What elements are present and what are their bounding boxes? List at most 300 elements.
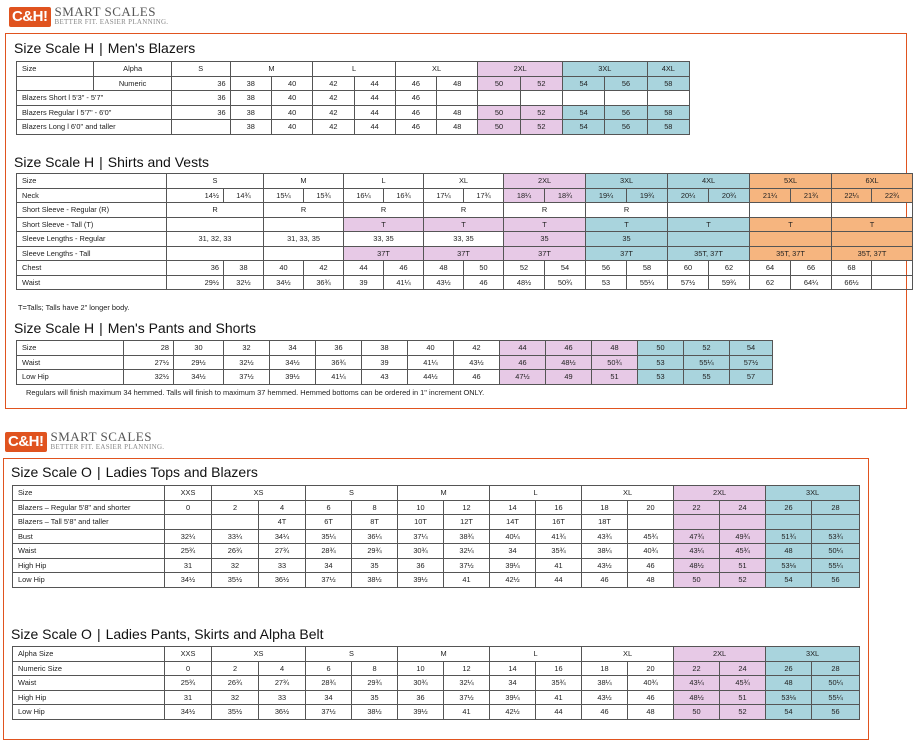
table-cell: 4XL xyxy=(647,62,689,77)
mens-shirts-table xyxy=(16,173,913,290)
empty-cell xyxy=(628,515,674,530)
table-cell: 26¾ xyxy=(212,544,259,559)
table-cell: 56 xyxy=(586,261,627,276)
table-cell: 36½ xyxy=(259,573,306,588)
logo-name: SMART SCALES xyxy=(50,429,152,444)
ladies-tops-table xyxy=(12,485,860,588)
mens-blazers-table xyxy=(16,61,690,135)
table-cell: 38½ xyxy=(352,573,398,588)
empty-cell xyxy=(832,203,913,218)
table-cell: 56 xyxy=(812,573,860,588)
table-cell: 49¾ xyxy=(720,529,766,544)
table-cell: Chest xyxy=(17,261,167,276)
table-cell: 35½ xyxy=(212,573,259,588)
table-row xyxy=(13,661,860,676)
table-cell: 3XL xyxy=(766,486,860,501)
table-cell: 54 xyxy=(545,261,586,276)
table-cell: 35T, 37T xyxy=(750,246,832,261)
table-cell: 39¼ xyxy=(490,558,536,573)
table-cell: 43½ xyxy=(424,275,464,290)
table-cell: 56 xyxy=(812,705,860,720)
empty-cell xyxy=(750,232,832,247)
table-row xyxy=(17,232,913,247)
table-cell: 5XL xyxy=(750,174,832,189)
table-cell: High Hip xyxy=(13,558,165,573)
table-cell: 52 xyxy=(684,341,730,356)
table-cell: 37½ xyxy=(224,370,270,385)
table-cell: 20 xyxy=(628,661,674,676)
table-cell: 33 xyxy=(259,558,306,573)
table-cell: 53⅛ xyxy=(766,558,812,573)
empty-cell xyxy=(167,217,264,232)
table-cell: L xyxy=(490,647,582,662)
table-cell: 45¾ xyxy=(628,529,674,544)
table-cell: 33, 35 xyxy=(344,232,424,247)
table-cell: 44 xyxy=(354,76,395,91)
table-cell: 50¾ xyxy=(592,355,638,370)
table-cell: 43½ xyxy=(582,558,628,573)
table-cell: 6 xyxy=(306,500,352,515)
table-cell: Blazers Regular l 5'7" - 6'0" xyxy=(17,105,172,120)
table-cell: 57 xyxy=(730,370,773,385)
table-cell: 44 xyxy=(536,705,582,720)
table-cell: 16 xyxy=(536,500,582,515)
table-cell: 53 xyxy=(586,275,627,290)
table-cell: 35¾ xyxy=(536,544,582,559)
table-cell: 26 xyxy=(766,500,812,515)
table-cell: 46 xyxy=(546,341,592,356)
pants-note: Regulars will finish maximum 34 hemmed. Talls will finish to maximum 37 hemmed. Hemmed bottoms can be ordered in 1" increment ONLY. xyxy=(26,388,485,397)
empty-cell xyxy=(750,203,832,218)
table-cell: 41 xyxy=(536,558,582,573)
table-cell: 35 xyxy=(586,232,668,247)
table-cell: 40¾ xyxy=(628,676,674,691)
table-cell: R xyxy=(424,203,504,218)
table-cell: XL xyxy=(424,174,504,189)
table-cell: Numeric xyxy=(94,76,171,91)
table-cell: 14¾ xyxy=(224,188,264,203)
empty-cell xyxy=(668,232,750,247)
table-cell: 58 xyxy=(647,120,689,135)
table-cell: 37T xyxy=(586,246,668,261)
table-cell: 55¼ xyxy=(627,275,668,290)
table-cell: 37½ xyxy=(306,573,352,588)
table-cell: 57½ xyxy=(668,275,709,290)
table-cell: 46 xyxy=(582,573,628,588)
table-cell: 33, 35 xyxy=(424,232,504,247)
table-row xyxy=(13,486,860,501)
table-cell: 46 xyxy=(395,105,436,120)
table-cell: 50 xyxy=(674,705,720,720)
table-cell: 38 xyxy=(230,76,271,91)
table-cell: 35 xyxy=(352,558,398,573)
ladies-pants-title: Size Scale O | Ladies Pants, Skirts and Alpha Belt xyxy=(11,626,324,642)
empty-cell xyxy=(437,91,478,106)
empty-cell xyxy=(478,91,520,106)
empty-cell xyxy=(674,515,720,530)
table-cell: 3XL xyxy=(562,62,647,77)
table-cell: 45¾ xyxy=(720,544,766,559)
table-cell: 46 xyxy=(454,370,500,385)
table-cell: 55¼ xyxy=(812,690,860,705)
table-cell: T xyxy=(586,217,668,232)
table-cell: R xyxy=(167,203,264,218)
table-cell: 54 xyxy=(562,120,604,135)
table-cell: 10 xyxy=(398,500,444,515)
table-cell: 10T xyxy=(398,515,444,530)
table-cell: 38 xyxy=(224,261,264,276)
table-cell: 12 xyxy=(444,500,490,515)
table-cell: 34½ xyxy=(270,355,316,370)
table-cell: 26 xyxy=(766,661,812,676)
table-cell: 31 xyxy=(165,690,212,705)
table-cell: 35¼ xyxy=(306,529,352,544)
table-cell: 43½ xyxy=(454,355,500,370)
table-cell: 32 xyxy=(224,341,270,356)
table-cell: 48 xyxy=(592,341,638,356)
table-cell: 34 xyxy=(270,341,316,356)
empty-cell xyxy=(872,275,913,290)
table-cell: XL xyxy=(582,486,674,501)
logo-name: SMART SCALES xyxy=(54,4,156,19)
table-cell: 24 xyxy=(720,500,766,515)
table-cell: 46 xyxy=(500,355,546,370)
table-row xyxy=(17,203,913,218)
table-cell: XXS xyxy=(165,486,212,501)
table-cell: 32¼ xyxy=(444,544,490,559)
table-cell: 15¼ xyxy=(264,188,304,203)
table-cell: 40¼ xyxy=(490,529,536,544)
table-cell: 30 xyxy=(174,341,224,356)
table-cell: 64¼ xyxy=(791,275,832,290)
table-cell: 33¼ xyxy=(212,529,259,544)
table-cell: 37½ xyxy=(444,558,490,573)
table-cell: 37½ xyxy=(444,690,490,705)
table-cell: 32½ xyxy=(124,370,174,385)
table-cell: 66 xyxy=(791,261,832,276)
table-row xyxy=(13,529,860,544)
table-cell: 43¼ xyxy=(674,544,720,559)
table-cell: 57½ xyxy=(730,355,773,370)
table-cell: 14 xyxy=(490,661,536,676)
empty-cell xyxy=(212,515,259,530)
table-cell: 36 xyxy=(171,76,230,91)
table-row xyxy=(13,647,860,662)
table-cell: R xyxy=(586,203,668,218)
table-cell: 39½ xyxy=(398,705,444,720)
table-cell: 48 xyxy=(628,573,674,588)
table-cell: 35T, 37T xyxy=(668,246,750,261)
table-cell: 4T xyxy=(259,515,306,530)
table-cell: 46 xyxy=(464,275,504,290)
table-cell: 24 xyxy=(720,661,766,676)
table-cell: M xyxy=(264,174,344,189)
table-cell: 32¼ xyxy=(444,676,490,691)
table-cell: 44 xyxy=(500,341,546,356)
table-cell: 40 xyxy=(271,91,312,106)
table-cell: 56 xyxy=(605,76,647,91)
table-cell: Low Hip xyxy=(13,573,165,588)
table-cell: 42 xyxy=(313,120,354,135)
table-cell: 0 xyxy=(165,661,212,676)
table-cell: T xyxy=(424,217,504,232)
table-cell: 47¾ xyxy=(674,529,720,544)
table-cell: S xyxy=(167,174,264,189)
table-cell: 4XL xyxy=(668,174,750,189)
table-cell: Waist xyxy=(13,676,165,691)
table-cell: Low Hip xyxy=(13,705,165,720)
table-cell: 42 xyxy=(313,105,354,120)
table-row xyxy=(13,573,860,588)
table-cell: 8T xyxy=(352,515,398,530)
table-cell: 39¼ xyxy=(490,690,536,705)
table-cell: 64 xyxy=(750,261,791,276)
table-cell: 55¼ xyxy=(812,558,860,573)
table-cell: 38 xyxy=(230,120,271,135)
table-cell: XS xyxy=(212,647,306,662)
table-cell: 54 xyxy=(730,341,773,356)
table-cell: 34 xyxy=(490,544,536,559)
table-cell: 40¾ xyxy=(628,544,674,559)
table-cell: 35 xyxy=(504,232,586,247)
table-cell: 15¾ xyxy=(304,188,344,203)
empty-cell xyxy=(562,91,604,106)
empty-cell xyxy=(832,232,913,247)
table-cell: 53 xyxy=(638,370,684,385)
table-cell: 38 xyxy=(230,91,271,106)
empty-cell xyxy=(766,515,812,530)
table-cell: 19¼ xyxy=(586,188,627,203)
table-cell: 36½ xyxy=(259,705,306,720)
table-row xyxy=(17,188,913,203)
empty-cell xyxy=(171,120,230,135)
table-cell: 36 xyxy=(171,105,230,120)
table-cell: 37½ xyxy=(306,705,352,720)
table-cell: 14 xyxy=(490,500,536,515)
table-cell: 39 xyxy=(344,275,384,290)
table-cell: 8 xyxy=(352,500,398,515)
empty-cell xyxy=(872,261,913,276)
table-cell: 50¼ xyxy=(812,676,860,691)
table-cell: Size xyxy=(17,341,124,356)
table-cell: 48 xyxy=(766,544,812,559)
table-row xyxy=(17,120,690,135)
table-cell: 29¾ xyxy=(352,544,398,559)
table-cell: 36 xyxy=(316,341,362,356)
table-cell: 27¾ xyxy=(259,676,306,691)
table-cell: 18¼ xyxy=(504,188,545,203)
table-cell: 47½ xyxy=(500,370,546,385)
table-cell: 52 xyxy=(520,105,562,120)
table-cell: 43¼ xyxy=(674,676,720,691)
table-cell: 34 xyxy=(490,676,536,691)
table-cell: 28 xyxy=(124,341,174,356)
table-row xyxy=(17,91,690,106)
table-cell: 29½ xyxy=(174,355,224,370)
table-cell: T xyxy=(504,217,586,232)
table-cell: Blazers Long l 6'0" and taller xyxy=(17,120,172,135)
table-cell: 6XL xyxy=(832,174,913,189)
table-cell: 37¼ xyxy=(398,529,444,544)
empty-cell xyxy=(165,515,212,530)
table-cell: XS xyxy=(212,486,306,501)
table-cell: Short Sleeve - Tall (T) xyxy=(17,217,167,232)
table-cell: 36 xyxy=(171,91,230,106)
table-cell: 45¾ xyxy=(720,676,766,691)
table-cell: 16¾ xyxy=(384,188,424,203)
table-row xyxy=(13,558,860,573)
table-cell: 52 xyxy=(520,76,562,91)
table-cell: 58 xyxy=(627,261,668,276)
table-cell: 50 xyxy=(674,573,720,588)
logo-tagline: BETTER FIT. EASIER PLANNING. xyxy=(54,18,169,26)
table-cell: 40 xyxy=(271,76,312,91)
ladies-tops-title: Size Scale O | Ladies Tops and Blazers xyxy=(11,464,258,480)
table-cell: 22 xyxy=(674,500,720,515)
table-cell: 39½ xyxy=(270,370,316,385)
table-cell: 56 xyxy=(605,105,647,120)
table-cell: 18T xyxy=(582,515,628,530)
logo-tagline: BETTER FIT. EASIER PLANNING. xyxy=(50,443,165,451)
table-cell: M xyxy=(230,62,313,77)
table-cell: 34½ xyxy=(165,705,212,720)
table-cell: 28¾ xyxy=(306,544,352,559)
table-cell: 16¼ xyxy=(344,188,384,203)
table-cell: 29¾ xyxy=(352,676,398,691)
table-cell: 53 xyxy=(638,355,684,370)
empty-cell xyxy=(605,91,647,106)
empty-cell xyxy=(647,91,689,106)
table-cell: 59¾ xyxy=(709,275,750,290)
table-cell: 48 xyxy=(766,676,812,691)
table-row xyxy=(17,355,773,370)
table-cell: 40 xyxy=(264,261,304,276)
table-cell: Numeric Size xyxy=(13,661,165,676)
table-cell: Blazers – Tall 5'8" and taller xyxy=(13,515,165,530)
table-cell: 31 xyxy=(165,558,212,573)
table-cell: 53¾ xyxy=(812,529,860,544)
table-cell: 50 xyxy=(478,120,520,135)
table-cell: 62 xyxy=(709,261,750,276)
table-row xyxy=(13,500,860,515)
table-row xyxy=(17,246,913,261)
table-cell: 3XL xyxy=(586,174,668,189)
table-row xyxy=(13,676,860,691)
table-cell: 12 xyxy=(444,661,490,676)
brand-logo-2 xyxy=(5,429,165,452)
table-cell: Short Sleeve - Regular (R) xyxy=(17,203,167,218)
empty-cell xyxy=(167,246,264,261)
table-cell: 58 xyxy=(647,105,689,120)
table-row xyxy=(13,515,860,530)
table-cell: 37T xyxy=(344,246,424,261)
table-cell: 46 xyxy=(395,76,436,91)
table-cell: 2XL xyxy=(478,62,563,77)
table-cell: L xyxy=(313,62,396,77)
table-cell: Alpha Size xyxy=(13,647,165,662)
table-cell: R xyxy=(264,203,344,218)
table-cell: 30¾ xyxy=(398,676,444,691)
table-cell: 38¼ xyxy=(582,676,628,691)
table-cell: 38 xyxy=(362,341,408,356)
logo-mark: C&H! xyxy=(9,7,51,27)
table-cell: Blazers Short l 5'3" - 5'7" xyxy=(17,91,172,106)
table-cell: 52 xyxy=(504,261,545,276)
table-cell: 19¾ xyxy=(627,188,668,203)
table-cell: 48 xyxy=(424,261,464,276)
table-cell: Sleeve Lengths - Tall xyxy=(17,246,167,261)
table-cell: 34½ xyxy=(264,275,304,290)
table-row xyxy=(13,705,860,720)
table-cell: 2 xyxy=(212,661,259,676)
table-cell: T xyxy=(750,217,832,232)
table-cell: 36¾ xyxy=(304,275,344,290)
table-row xyxy=(17,76,690,91)
table-cell: 28¾ xyxy=(306,676,352,691)
table-cell: 8 xyxy=(352,661,398,676)
table-cell: 26¾ xyxy=(212,676,259,691)
table-cell: 41¼ xyxy=(384,275,424,290)
table-cell: 34½ xyxy=(174,370,224,385)
table-cell: 18 xyxy=(582,500,628,515)
table-cell: Low Hip xyxy=(17,370,124,385)
table-cell: 50 xyxy=(464,261,504,276)
table-cell: 12T xyxy=(444,515,490,530)
table-cell: T xyxy=(832,217,913,232)
table-cell: 36 xyxy=(398,690,444,705)
table-cell: 17¾ xyxy=(464,188,504,203)
table-cell: 41¼ xyxy=(408,355,454,370)
table-cell: 32½ xyxy=(224,355,270,370)
table-cell: 48 xyxy=(437,76,478,91)
table-cell: Neck xyxy=(17,188,167,203)
table-cell: 50¾ xyxy=(545,275,586,290)
table-cell: 50 xyxy=(478,76,520,91)
table-cell: Bust xyxy=(13,529,165,544)
table-cell: 40 xyxy=(271,105,312,120)
empty-cell xyxy=(264,246,344,261)
table-cell: 46 xyxy=(395,91,436,106)
table-cell: 41 xyxy=(444,573,490,588)
table-cell: 14T xyxy=(490,515,536,530)
table-cell: 27¾ xyxy=(259,544,306,559)
table-cell: 32 xyxy=(212,558,259,573)
table-cell: S xyxy=(306,647,398,662)
table-row xyxy=(17,275,913,290)
table-cell: 31, 33, 35 xyxy=(264,232,344,247)
table-cell: 33 xyxy=(259,690,306,705)
table-cell: 38 xyxy=(230,105,271,120)
table-cell: 2XL xyxy=(674,647,766,662)
table-cell: 41 xyxy=(444,705,490,720)
table-cell: Waist xyxy=(13,544,165,559)
table-cell: L xyxy=(344,174,424,189)
table-cell: 50¼ xyxy=(812,544,860,559)
table-cell: 54 xyxy=(766,573,812,588)
mens-shirts-title: Size Scale H | Shirts and Vests xyxy=(14,154,209,170)
table-row xyxy=(17,261,913,276)
table-cell: 44 xyxy=(354,105,395,120)
table-cell: 44 xyxy=(354,91,395,106)
table-row xyxy=(17,105,690,120)
table-cell: 54 xyxy=(562,105,604,120)
table-cell: 39½ xyxy=(398,573,444,588)
table-cell: L xyxy=(490,486,582,501)
table-cell: 60 xyxy=(668,261,709,276)
table-cell: 43 xyxy=(362,370,408,385)
table-cell: 58 xyxy=(647,76,689,91)
table-cell: 44 xyxy=(536,573,582,588)
